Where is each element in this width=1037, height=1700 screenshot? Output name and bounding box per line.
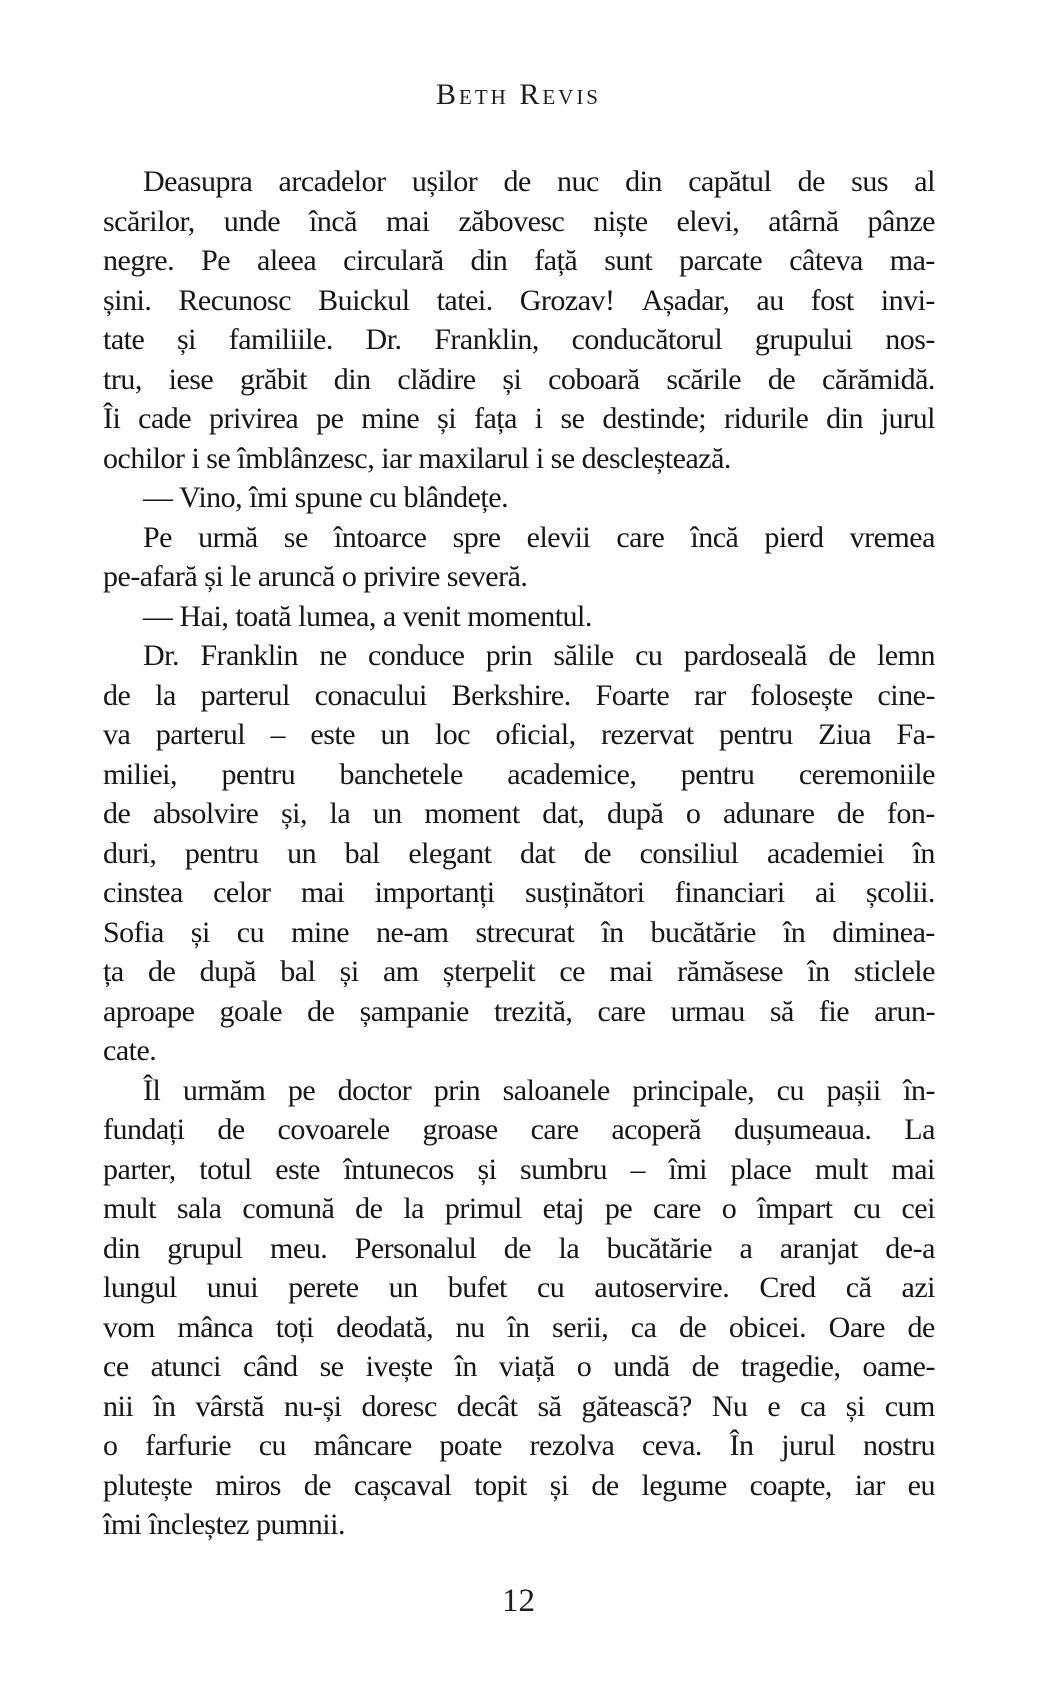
text-line: Îl urmăm pe doctor prin saloanele principale, cu pașii în- [143, 1073, 935, 1107]
text-line: Sofia și cu mine ne-am strecurat în bucătărie în diminea- [103, 915, 935, 949]
text-line: aproape goale de șampanie trezită, care urmau să fie arun- [103, 994, 935, 1028]
text-line: tate și familiile. Dr. Franklin, conducătorul grupului nos- [103, 323, 935, 356]
text-line: vom mânca toți deodată, nu în serii, ca de obicei. Oare de [103, 1310, 935, 1344]
text-line: tru, iese grăbit din clădire și coboară scările de cărămidă. [103, 362, 935, 396]
text-line: negre. Pe aleea circulară din față sunt parcate câteva ma- [103, 244, 935, 277]
text-line: scărilor, unde încă mai zăbovesc niște elevi, atârnă pânze [103, 204, 935, 238]
text-line: ța de după bal și am șterpelit ce mai rămăsese în sticlele [103, 955, 935, 988]
text-line: șini. Recunosc Buickul tatei. Grozav! Așadar, au fost invi- [103, 283, 935, 317]
text-line: cate. [103, 1034, 157, 1067]
running-header: Beth Revis [435, 78, 601, 111]
text-line: Pe urmă se întoarce spre elevii care încă pierd vremea [143, 520, 935, 554]
text-line: ce atunci când se ivește în viață o undă de tragedie, oame- [103, 1350, 935, 1383]
text-line: mult sala comună de la primul etaj pe care o împart cu cei [103, 1192, 935, 1225]
text-line: nii în vârstă nu-și doresc decât să gătească? Nu e ca și cum [103, 1389, 935, 1423]
text-line: duri, pentru un bal elegant dat de consiliul academiei în [103, 836, 935, 870]
text-line: pe-afară și le aruncă o privire severă. [103, 560, 528, 593]
text-line: Îi cade privirea pe mine și fața i se destinde; ridurile din jurul [103, 402, 935, 435]
text-line: — Hai, toată lumea, a venit momentul. [143, 599, 592, 633]
page-number: 12 [502, 1583, 535, 1619]
text-line: din grupul meu. Personalul de la bucătărie a aranjat de-a [103, 1231, 935, 1265]
text-line: de absolvire și, la un moment dat, după o adunare de fon- [103, 797, 935, 830]
text-line: îmi încleștez pumnii. [103, 1508, 345, 1541]
text-line: va parterul – este un loc oficial, rezervat pentru Ziua Fa- [103, 718, 935, 751]
text-line: parter, totul este întunecos și sumbru – îmi place mult mai [103, 1152, 935, 1186]
text-line: miliei, pentru banchetele academice, pentru ceremoniile [103, 757, 935, 791]
body-text [103, 162, 935, 1545]
text-line: fundați de covoarele groase care acoperă dușumeaua. La [103, 1113, 935, 1146]
text-line: de la parterul conacului Berkshire. Foarte rar folosește cine- [103, 678, 935, 712]
text-line: Deasupra arcadelor ușilor de nuc din capătul de sus al [143, 165, 935, 198]
text-line: ochilor i se îmblânzesc, iar maxilarul i se descleștează. [103, 441, 731, 475]
text-line: lungul unui perete un bufet cu autoservire. Cred că azi [103, 1271, 935, 1304]
text-line: cinstea celor mai importanți susținători financiari ai școlii. [103, 876, 935, 909]
text-line: o farfurie cu mâncare poate rezolva ceva. În jurul nostru [103, 1429, 935, 1462]
text-line: — Vino, îmi spune cu blândețe. [143, 481, 509, 514]
text-line: plutește miros de cașcaval topit și de legume coapte, iar eu [103, 1468, 935, 1502]
text-line: Dr. Franklin ne conduce prin sălile cu pardoseală de lemn [143, 639, 935, 672]
